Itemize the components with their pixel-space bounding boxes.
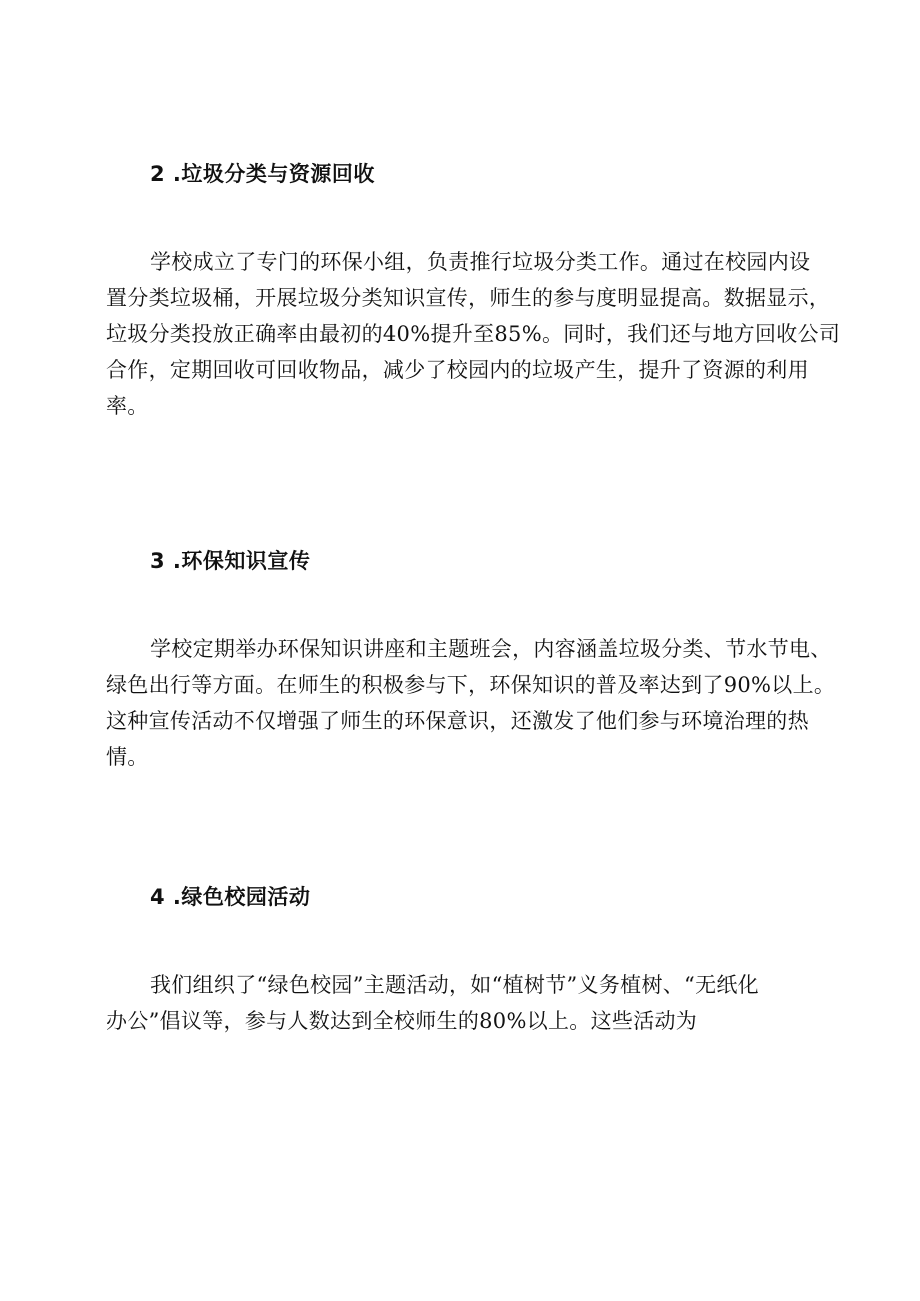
paragraph-line: 情。 — [106, 745, 149, 769]
paragraph-line: 绿色出行等方面。在师生的积极参与下，环保知识的普及率达到了90%以上。 — [106, 673, 836, 697]
section-paragraph-knowledge-promotion — [106, 631, 836, 775]
section-heading-green-campus: 4 .绿色校园活动 — [150, 885, 311, 909]
section-heading-knowledge-promotion: 3 .环保知识宣传 — [150, 549, 311, 573]
paragraph-line: 垃圾分类投放正确率由最初的40%提升至85%。同时，我们还与地方回收公司 — [106, 322, 841, 346]
section-heading-waste-sorting: 2 .垃圾分类与资源回收 — [150, 162, 375, 186]
paragraph-line: 置分类垃圾桶，开展垃圾分类知识宣传，师生的参与度明显提高。数据显示， — [106, 286, 831, 310]
paragraph-line: 我们组织了“绿色校园”主题活动，如“植树节”义务植树、“无纸化 — [150, 973, 759, 997]
paragraph-line: 学校定期举办环保知识讲座和主题班会，内容涵盖垃圾分类、节水节电、 — [150, 637, 832, 661]
paragraph-line: 率。 — [106, 394, 149, 418]
section-paragraph-waste-sorting — [106, 244, 841, 424]
paragraph-line: 这种宣传活动不仅增强了师生的环保意识，还激发了他们参与环境治理的热 — [106, 709, 809, 733]
section-paragraph-green-campus — [106, 967, 824, 1039]
paragraph-line: 合作，定期回收可回收物品，减少了校园内的垃圾产生，提升了资源的利用 — [106, 358, 809, 382]
paragraph-line: 学校成立了专门的环保小组，负责推行垃圾分类工作。通过在校园内设 — [150, 250, 811, 274]
paragraph-line: 办公”倡议等，参与人数达到全校师生的80%以上。这些活动为 — [106, 1009, 698, 1033]
